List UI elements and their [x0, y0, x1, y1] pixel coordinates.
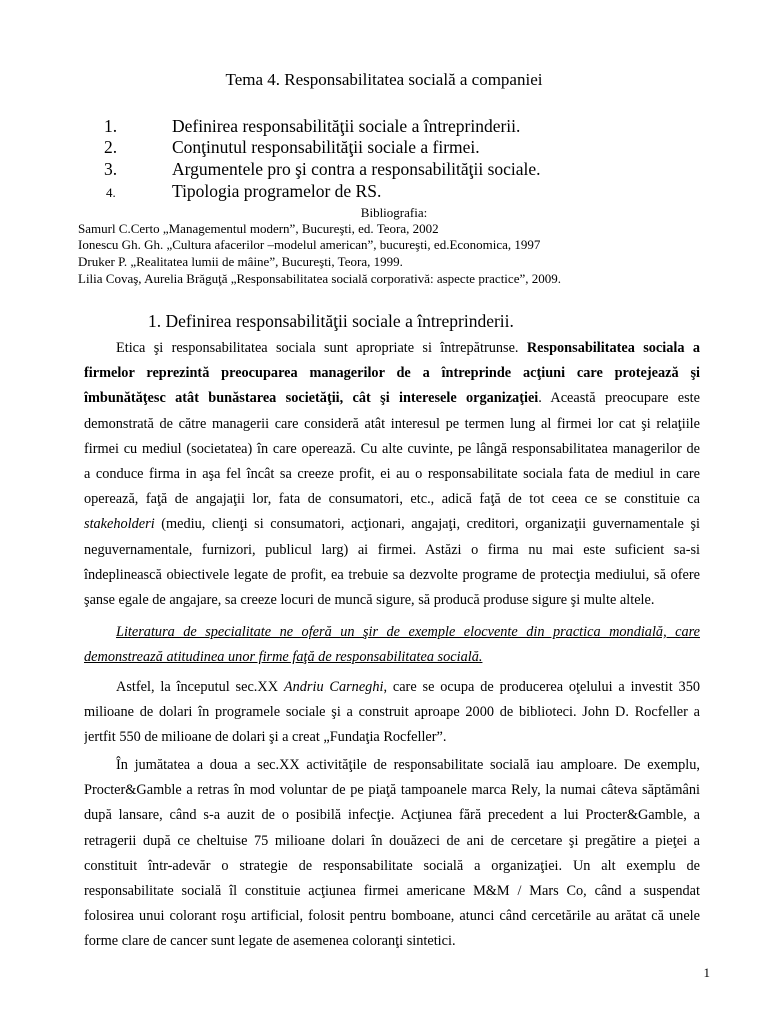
italic-text: stakeholderi	[84, 516, 155, 533]
text-line	[84, 386, 700, 411]
bold-text: îmbunătăţesc atât bunăstarea societăţii, cât şi interesele organizaţiei	[84, 390, 539, 407]
toc-item	[0, 181, 768, 203]
bold-text: Responsabilitatea sociala a	[526, 340, 700, 356]
text-line: Literatura de specialitate ne oferă un şir de exemple elocvente din practica mondială, care	[116, 624, 700, 640]
text-line: demonstrează atitudinea unor firme faţă de responsabilitatea socială.	[84, 649, 483, 666]
bibliography-item: Samurl C.Certo „Managementul modern”, Bucureşti, ed. Teora, 2002	[78, 221, 439, 236]
text-line: operează, faţă de angajaţii lor, fata de consumatori, etc., adică faţă de tot ceea ce se constituie ca	[84, 491, 700, 508]
text-line: retragerii după ce cheltuise 75 milioane dolari în douăzeci de ani de cercetare şi pregătire a pieţei a	[84, 832, 700, 849]
text-span: , care se ocupa de producerea oţelului a investit 350	[383, 679, 700, 695]
document-title: Tema 4. Responsabilitatea socială a companiei	[225, 70, 543, 89]
bibliography-heading: Bibliografia:	[360, 205, 428, 220]
toc-text: Conţinutul responsabilităţii sociale a firmei.	[172, 137, 480, 157]
text-line: constituit într-adevăr o strategie de responsabilitate socială a organizaţiei. Un alt exemplu de	[84, 857, 700, 874]
toc-text: Definirea responsabilităţii sociale a întreprinderii.	[172, 116, 521, 136]
italic-text: Andriu Carneghi	[283, 679, 384, 695]
text-line: responsabilitate socială îl constituie acţiunea firmei americane M&M / Mars Co, când a suspendat	[84, 882, 700, 899]
text-line: În jumătatea a doua a sec.XX activităţile de responsabilitate socială iau amploare. De exemplu,	[116, 757, 700, 773]
text-line	[84, 512, 700, 537]
toc-number: 3.	[104, 159, 118, 179]
toc-number: 2.	[104, 137, 118, 157]
text-line: după lansare, când s-a auzit de o posibilă infecţie. Acţiunea fără precedent a lui Procter&Gamble, a	[84, 807, 700, 824]
text-line	[84, 675, 700, 700]
toc-number: 4.	[106, 185, 116, 200]
toc-number: 1.	[104, 116, 118, 136]
bibliography-item: Druker P. „Realitatea lumii de mâine”, Bucureşti, Teora, 1999.	[78, 254, 403, 269]
toc-text: Tipologia programelor de RS.	[172, 181, 382, 201]
toc-item	[0, 159, 768, 181]
text-line: jertfit 550 de milioane de dolari şi a creat „Fundaţia Rocfeller”.	[84, 729, 447, 746]
text-span: Etica şi responsabilitatea sociala sunt apropriate si întrepătrunse.	[116, 340, 527, 356]
text-line: neguvernamentale, furnizori, publicul larg) ai firmei. Astăzi o firma nu mai este suficient sa-si	[84, 541, 700, 558]
text-line	[84, 336, 700, 361]
text-span: (mediu, clienţi si consumatori, acţionari, angajaţi, creditori, organizaţii guvernamentale şi	[154, 516, 700, 533]
page-number: 1	[703, 965, 710, 980]
bibliography-item: Ionescu Gh. Gh. „Cultura afacerilor –modelul american”, bucureşti, ed.Economica, 1997	[78, 237, 541, 252]
text-line: firmei cu mediul (societatea) în care operează. Cu alte cuvinte, pe lângă responsabilitatea managerilor de	[84, 440, 700, 457]
text-span: Astfel, la începutul sec.XX	[116, 679, 284, 695]
paragraph-examples-late	[84, 753, 700, 955]
text-line: Procter&Gamble a retras în mod voluntar de pe piaţă tampoanele marca Rely, la numai câteva săptămâni	[84, 782, 700, 799]
paragraph-definition	[84, 336, 700, 613]
toc-item	[0, 116, 768, 138]
paragraph-literature	[84, 620, 700, 670]
text-line: demonstrată de către managerii care consideră atât interesul pe termen lung al firmei lor cat şi relaţiile	[84, 415, 700, 432]
text-line: a conduce firma in aşa fel încât sa creeze profit, ei au o responsabilitate sociala fata de mediul in care	[84, 465, 700, 482]
text-line: firmelor reprezintă preocuparea managerilor de a întreprinde acţiuni care protejează şi	[84, 365, 700, 382]
text-span: . Această preocupare este	[538, 390, 700, 407]
text-line: milioane de dolari în programele sociale şi a construit aproape 2000 de biblioteci. John D. Rocfeller a	[84, 704, 700, 721]
bibliography-item: Lilia Covaş, Aurelia Brăguţă „Responsabilitatea socială corporativă: aspecte practice”, 2009.	[78, 271, 561, 286]
text-line: forme clare de cancer sunt legate de asemenea coloranţi sintetici.	[84, 933, 456, 950]
paragraph-examples-early	[84, 675, 700, 751]
text-line: îndeplinească obiectivele legate de profit, ea trebuie sa dezvolte programe de protecţia mediului, să ofere	[84, 566, 700, 583]
toc-text: Argumentele pro şi contra a responsabilităţii sociale.	[172, 159, 541, 179]
toc-item	[0, 137, 768, 159]
text-line: şanse egale de angajare, sa creeze locuri de muncă sigure, să producă produse sigure şi multe altele.	[84, 591, 655, 608]
section-title: 1. Definirea responsabilităţii sociale a întreprinderii.	[148, 311, 514, 331]
text-line: folosirea unui colorant roşu artificial, folosit pentru bomboane, atunci când cercetările au arătat că unele	[84, 908, 700, 925]
